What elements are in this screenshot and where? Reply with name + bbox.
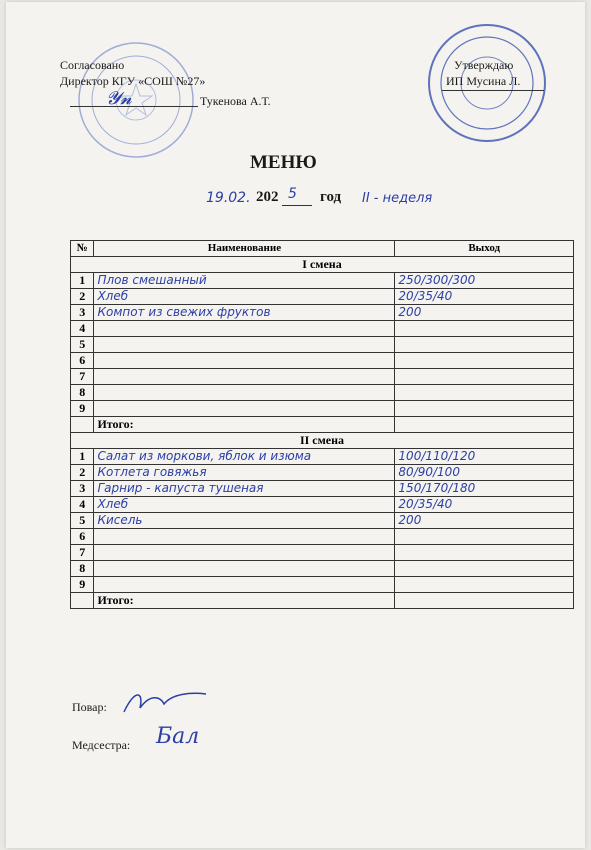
header-name: Наименование [94,241,395,257]
table-row [71,481,574,497]
row-num: 8 [71,385,94,401]
table-row [71,497,574,513]
nurse-label: Медсестра: [72,738,131,752]
row-dish-name [94,529,395,545]
row-output: 100/110/120 [395,449,574,465]
director-label: Директор КГУ «СОШ №27» [60,74,206,88]
shift2-label: II смена [71,433,574,449]
table-row [71,577,574,593]
row-num: 6 [71,529,94,545]
table-row [71,305,574,321]
table-row [71,369,574,385]
year-underline [282,205,312,206]
menu-title: МЕНЮ [250,152,317,173]
week-handwritten: II - неделя [362,191,433,206]
shift1-label-row [71,257,574,273]
header-num: № [71,241,94,257]
row-dish-name: Хлеб [94,289,395,305]
row-output [395,561,574,577]
row-dish-name [94,337,395,353]
director-signature-line [70,106,198,107]
total-label: Итого: [94,593,395,609]
table-row [71,273,574,289]
row-num: 1 [71,449,94,465]
row-num: 3 [71,481,94,497]
shift1-label: I смена [71,257,574,273]
row-output [395,545,574,561]
row-dish-name [94,401,395,417]
row-output: 20/35/40 [395,497,574,513]
table-row [71,385,574,401]
row-output [395,353,574,369]
table-row [71,561,574,577]
menu-table [70,240,574,609]
row-num: 5 [71,513,94,529]
row-num: 5 [71,337,94,353]
total-label: Итого: [94,417,395,433]
total-empty-cell [71,417,94,433]
row-num: 7 [71,369,94,385]
director-signature: 𝓨𝓷 [106,88,132,109]
table-row [71,337,574,353]
table-row [71,545,574,561]
row-num: 4 [71,497,94,513]
row-num: 9 [71,577,94,593]
row-dish-name: Гарнир - капуста тушеная [94,481,395,497]
row-output [395,321,574,337]
shift2-label-row [71,433,574,449]
row-dish-name [94,353,395,369]
row-num: 7 [71,545,94,561]
row-dish-name [94,385,395,401]
row-dish-name: Котлета говяжья [94,465,395,481]
row-dish-name [94,561,395,577]
approved-label: Утверждаю [454,58,514,72]
row-output: 250/300/300 [395,273,574,289]
table-row [71,353,574,369]
row-output: 200 [395,513,574,529]
row-dish-name: Салат из моркови, яблок и изюма [94,449,395,465]
shift2-total-row [71,593,574,609]
row-dish-name [94,577,395,593]
table-header-row [71,241,574,257]
total-value-cell [395,417,574,433]
ip-signature-line [442,90,544,91]
row-output: 200 [395,305,574,321]
row-num: 1 [71,273,94,289]
year-label: год [320,189,342,205]
row-num: 2 [71,289,94,305]
table-row [71,401,574,417]
total-value-cell [395,593,574,609]
date-line [196,186,516,212]
row-output [395,529,574,545]
row-num: 2 [71,465,94,481]
year-handwritten: 5 [288,186,297,202]
director-name: Тукенова А.Т. [200,94,271,108]
row-num: 8 [71,561,94,577]
row-dish-name [94,369,395,385]
row-dish-name: Кисель [94,513,395,529]
agreed-label: Согласовано [60,58,125,72]
row-output: 80/90/100 [395,465,574,481]
row-dish-name: Плов смешанный [94,273,395,289]
row-num: 9 [71,401,94,417]
year-prefix: 202 [256,189,279,205]
row-dish-name: Компот из свежих фруктов [94,305,395,321]
row-num: 6 [71,353,94,369]
total-empty-cell [71,593,94,609]
row-output [395,337,574,353]
row-dish-name [94,321,395,337]
row-output [395,577,574,593]
row-output [395,401,574,417]
table-row [71,529,574,545]
table-row [71,289,574,305]
row-output: 150/170/180 [395,481,574,497]
row-output [395,385,574,401]
row-num: 4 [71,321,94,337]
header-out: Выход [395,241,574,257]
ip-name: ИП Мусина Л. [446,74,521,88]
row-num: 3 [71,305,94,321]
table-row [71,465,574,481]
date-handwritten: 19.02. [206,190,251,206]
document-page [6,2,585,848]
table-row [71,321,574,337]
table-row [71,449,574,465]
row-output: 20/35/40 [395,289,574,305]
cook-signature [120,686,210,721]
cook-label: Повар: [72,700,107,714]
row-dish-name: Хлеб [94,497,395,513]
shift1-total-row [71,417,574,433]
row-output [395,369,574,385]
row-dish-name [94,545,395,561]
table-row [71,513,574,529]
nurse-signature: Бал [156,724,200,749]
